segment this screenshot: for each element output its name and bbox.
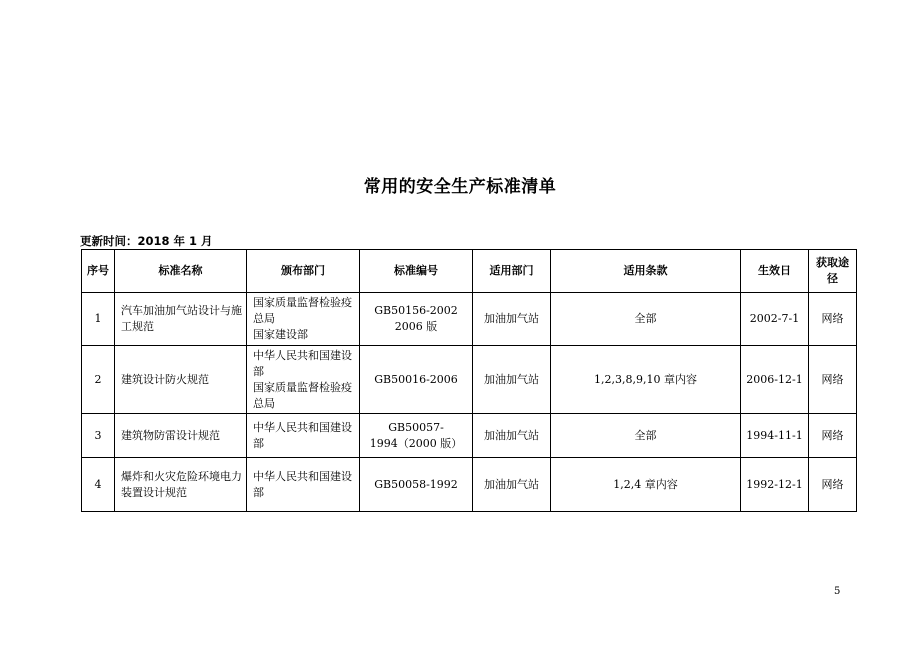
- header-no: 序号: [82, 250, 115, 293]
- header-effective: 生效日: [741, 250, 809, 293]
- update-time: 更新时间：2018 年 1 月: [80, 234, 213, 248]
- row-no: 2: [82, 346, 115, 414]
- row-source: 网络: [809, 458, 857, 512]
- table-row: [82, 414, 857, 458]
- row-name: 汽车加油加气站设计与施工规范: [115, 293, 247, 346]
- row-dept: 中华人民共和国建设部: [247, 414, 360, 458]
- row-dept: 国家质量监督检验疫总局 国家建设部: [247, 293, 360, 346]
- row-name: 爆炸和火灾危险环境电力装置设计规范: [115, 458, 247, 512]
- header-code: 标准编号: [360, 250, 473, 293]
- row-clauses: 1,2,3,8,9,10 章内容: [551, 346, 741, 414]
- row-effective: 2002-7-1: [741, 293, 809, 346]
- row-source: 网络: [809, 293, 857, 346]
- row-dept: 中华人民共和国建设部 国家质量监督检验疫总局: [247, 346, 360, 414]
- table-row: [82, 346, 857, 414]
- row-no: 3: [82, 414, 115, 458]
- header-name: 标准名称: [115, 250, 247, 293]
- row-clauses: 1,2,4 章内容: [551, 458, 741, 512]
- row-clauses: 全部: [551, 293, 741, 346]
- standards-table: [81, 249, 857, 512]
- header-applicable-dept: 适用部门: [473, 250, 551, 293]
- row-applicable-dept: 加油加气站: [473, 293, 551, 346]
- table-row: [82, 458, 857, 512]
- row-applicable-dept: 加油加气站: [473, 414, 551, 458]
- header-clauses: 适用条款: [551, 250, 741, 293]
- document-title: 常用的安全生产标准清单: [363, 177, 557, 197]
- row-name: 建筑设计防火规范: [115, 346, 247, 414]
- row-dept: 中华人民共和国建设部: [247, 458, 360, 512]
- row-applicable-dept: 加油加气站: [473, 458, 551, 512]
- row-applicable-dept: 加油加气站: [473, 346, 551, 414]
- row-code: GB50156-2002 2006 版: [360, 293, 473, 346]
- page-number: 5: [834, 586, 841, 597]
- header-dept: 颁布部门: [247, 250, 360, 293]
- row-source: 网络: [809, 346, 857, 414]
- row-code: GB50058-1992: [360, 458, 473, 512]
- row-effective: 1992-12-1: [741, 458, 809, 512]
- table-row: [82, 293, 857, 346]
- row-code: GB50057- 1994（2000 版）: [360, 414, 473, 458]
- row-clauses: 全部: [551, 414, 741, 458]
- row-name: 建筑物防雷设计规范: [115, 414, 247, 458]
- row-no: 4: [82, 458, 115, 512]
- row-source: 网络: [809, 414, 857, 458]
- row-effective: 1994-11-1: [741, 414, 809, 458]
- row-no: 1: [82, 293, 115, 346]
- header-source: 获取途径: [809, 250, 857, 293]
- table-header-row: [82, 250, 857, 293]
- row-effective: 2006-12-1: [741, 346, 809, 414]
- row-code: GB50016-2006: [360, 346, 473, 414]
